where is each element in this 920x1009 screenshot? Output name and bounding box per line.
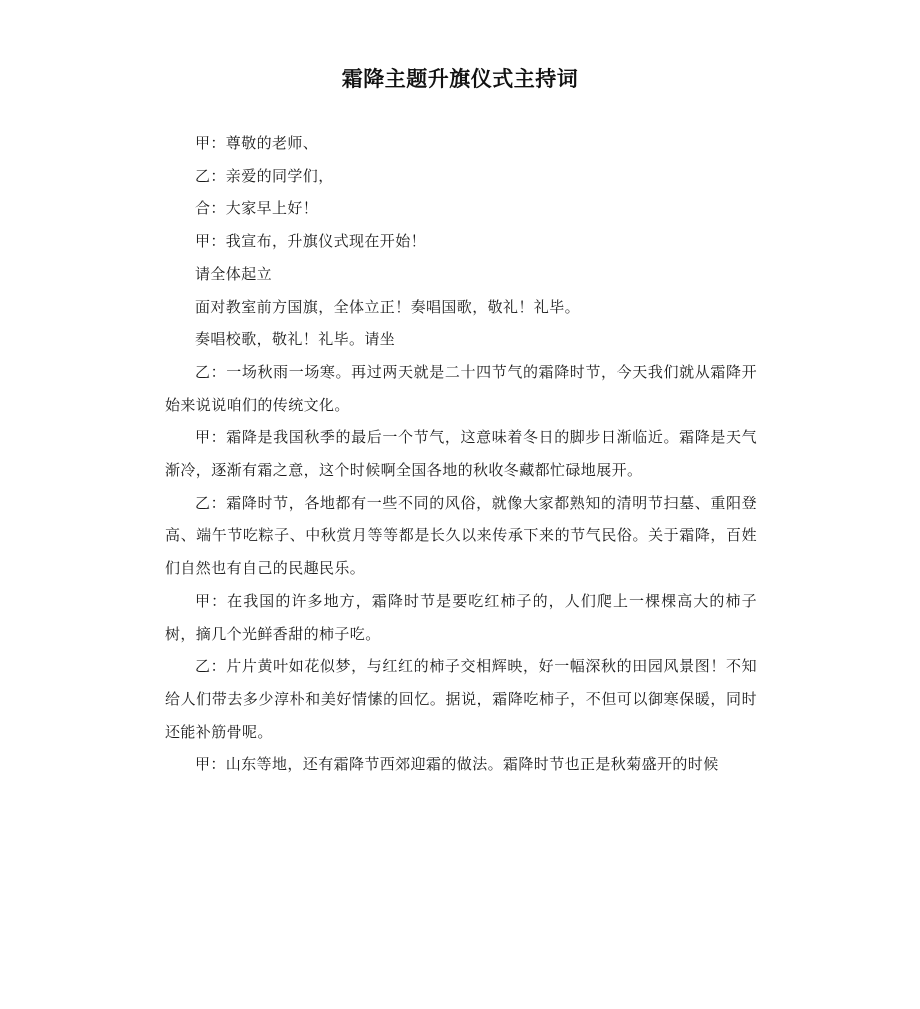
paragraph-12: 乙：片片黄叶如花似梦，与红红的柿子交相辉映，好一幅深秋的田园风景图！不知给人们带去多少淳朴和美好情愫的回忆。据说，霜降吃柿子，不但可以御寒保暖，同时还能补筋骨呢。	[165, 657, 757, 741]
paragraph-3: 合：大家早上好！	[195, 199, 319, 218]
paragraph-7: 奏唱校歌，敬礼！礼毕。请坐	[195, 330, 396, 349]
document-body	[165, 127, 757, 781]
paragraph-10: 乙：霜降时节，各地都有一些不同的风俗，就像大家都熟知的清明节扫墓、重阳登高、端午节吃粽子、中秋赏月等等都是长久以来传承下来的节气民俗。关于霜降，百姓们自然也有自己的民趣民乐。	[165, 493, 757, 578]
paragraph-9: 甲：霜降是我国秋季的最后一个节气，这意味着冬日的脚步日渐临近。霜降是天气渐冷，逐渐有霜之意，这个时候啊全国各地的秋收冬藏都忙碌地展开。	[165, 428, 757, 480]
paragraph-1: 甲：尊敬的老师、	[195, 134, 319, 152]
paragraph-4: 甲：我宣布，升旗仪式现在开始！	[195, 232, 427, 251]
paragraph-5: 请全体起立	[195, 264, 273, 283]
paragraph-6: 面对教室前方国旗，全体立正！奏唱国歌，敬礼！礼毕。	[195, 297, 581, 316]
paragraph-2: 乙：亲爱的同学们，	[195, 166, 334, 185]
paragraph-8: 乙：一场秋雨一场寒。再过两天就是二十四节气的霜降时节，今天我们就从霜降开始来说说咱们的传统文化。	[165, 362, 757, 414]
paragraph-13: 甲：山东等地，还有霜降节西郊迎霜的做法。霜降时节也正是秋菊盛开的时候	[195, 755, 719, 774]
document-title: 霜降主题升旗仪式主持词	[341, 67, 579, 91]
paragraph-11: 甲：在我国的许多地方，霜降时节是要吃红柿子的，人们爬上一棵棵高大的柿子树，摘几个光鲜香甜的柿子吃。	[165, 591, 757, 643]
